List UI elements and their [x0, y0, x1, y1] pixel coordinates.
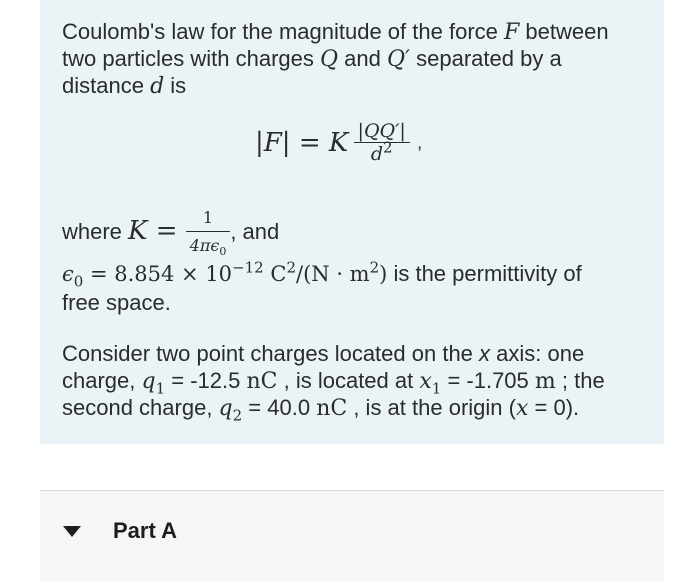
caret-down-icon[interactable]	[63, 526, 81, 537]
consider-line-2: charge, $q_1 = -12.5$ nC , is located at $x_1 = -1.705$ m ; the	[62, 368, 605, 398]
where-line: where K = $\frac{1}{4\pi\epsilon_0}$ , and	[62, 204, 642, 259]
epsilon-line-2: free space.	[62, 290, 171, 315]
formula-comma: ,	[417, 132, 423, 153]
epsilon-line: $\epsilon_0 = 8.854 \times 10^{-12}$ $C^2/(N \cdot m^2)$ is the permittivity of	[62, 258, 582, 291]
intro-line-3: distance d is	[62, 73, 187, 99]
formula-lhs: |F| = K	[255, 128, 349, 158]
part-a-label[interactable]: Part A	[113, 518, 177, 543]
consider-line-1: Consider two point charges located on the x axis: one	[62, 341, 585, 366]
formula-fraction	[354, 120, 410, 166]
consider-line-3: second charge, $q_2 = 40.0$ nC , is at the origin (x = 0).	[62, 395, 580, 425]
intro-line-1: Coulomb's law for the magnitude of the force F between	[62, 19, 609, 45]
coulomb-formula	[255, 120, 422, 166]
formula-numerator: |QQ′|	[357, 120, 406, 142]
intro-line-2: two particles with charges Q and Q′ separated by a	[62, 46, 562, 72]
formula-denominator: $d^2$	[354, 142, 410, 166]
k-fraction: $\frac{1}{4\pi\epsilon_0}$	[186, 204, 231, 259]
